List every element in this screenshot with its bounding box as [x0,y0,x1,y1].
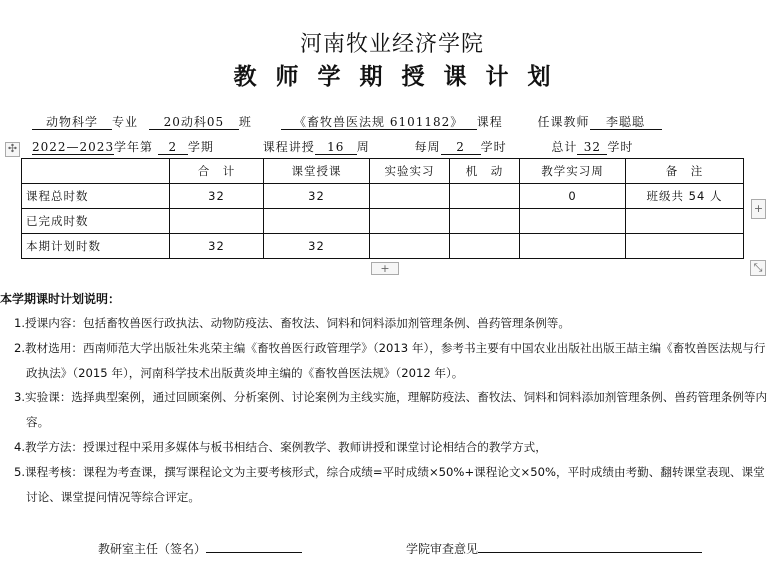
plan-item-text: 2.教材选用：西南师范大学出版社朱兆荣主编《畜牧兽医行政管理学》（2013 年），参考书主要有中国农业出版社出版王喆主编《畜牧兽医法规与行政执法》（2015 年），河南科学技术出版黄炎坤主编的《畜牧兽医法规》（2012 年）。 [14,341,766,380]
plan-item [14,336,776,385]
table-cell[interactable] [450,234,520,259]
table-cell[interactable] [520,209,626,234]
table-header-cell: 教学实习周 [520,159,626,184]
row-label: 课程总时数 [22,184,170,209]
table-cell[interactable] [370,184,450,209]
table-cell[interactable] [520,234,626,259]
director-label: 教研室主任（签名） [98,542,207,556]
lecture-label: 课程讲授 [262,140,315,154]
major-suffix: 专业 [112,115,139,129]
add-row-icon[interactable]: + [371,262,399,275]
table-cell[interactable]: 32 [170,184,264,209]
table-header-cell: 课堂授课 [264,159,370,184]
table-cell[interactable] [450,184,520,209]
table-cell[interactable]: 0 [520,184,626,209]
table-cell[interactable] [370,234,450,259]
major-value: 动物科学 [32,115,112,130]
table-cell[interactable] [626,234,744,259]
course-value: 《畜牧兽医法规 6101182》 [281,115,477,130]
class-value: 20动科05 [149,115,239,130]
plan-item: 4.教学方法：授课过程中采用多媒体与板书相结合、案例教学、教师讲授和课堂讨论相结合的教学方式， [14,440,547,454]
table-header-cell: 机 动 [450,159,520,184]
table-header-cell: 合 计 [170,159,264,184]
institution-title: 河南牧业经济学院 [299,32,484,57]
table-cell[interactable]: 32 [264,234,370,259]
table-move-handle-icon[interactable]: ✣ [5,142,20,157]
director-signature-line[interactable] [206,540,302,553]
year-value: 2022—2023 [32,140,115,154]
table-row [22,234,744,259]
director-signature [98,540,302,557]
table-cell[interactable] [264,209,370,234]
year-suffix: 学年第 [114,140,154,154]
table-cell[interactable] [450,209,520,234]
table-header-cell: 备 注 [626,159,744,184]
college-review-line[interactable] [478,540,702,553]
teacher-label: 任课教师 [537,115,590,129]
semester-value: 2 [158,140,188,155]
weekly-label: 每周 [414,140,441,154]
course-suffix: 课程 [476,115,503,129]
college-label: 学院审查意见 [406,542,479,556]
row-label: 本期计划时数 [22,234,170,259]
plan-item-text: 3.实验课：选择典型案例，通过回顾案例、分析案例、讨论案例为主线实施，理解防疫法、畜牧法、饲料和饲料添加剂管理条例、兽药管理条例等内容。 [14,390,768,429]
total-hours-value: 32 [577,140,607,155]
semester-suffix: 学期 [187,140,214,154]
table-cell[interactable]: 32 [170,234,264,259]
table-row [22,209,744,234]
plan-item [14,385,776,434]
class-suffix: 班 [238,115,252,129]
total-suffix: 学时 [607,140,634,154]
table-cell[interactable] [370,209,450,234]
table-cell[interactable]: 班级共 54 人 [626,184,744,209]
teacher-value: 李聪聪 [590,115,662,130]
add-column-icon[interactable]: + [751,199,766,219]
college-review [406,540,702,557]
table-header-cell: 实验实习 [370,159,450,184]
plan-item [14,460,776,509]
table-header-cell [22,159,170,184]
info-row-course [32,113,662,130]
table-resize-handle-icon[interactable]: ⤡ [750,260,766,276]
row-label: 已完成时数 [22,209,170,234]
plan-item-text: 5.课程考核：课程为考查课，撰写课程论文为主要考核形式，综合成绩=平时成绩×50%+课程论文×50%，平时成绩由考勤、翻转课堂表现、课堂讨论、课堂提问情况等综合评定。 [14,465,765,504]
weeks-suffix: 周 [356,140,370,154]
table-header-row [22,159,744,184]
table-row [22,184,744,209]
hours-table [21,158,744,259]
info-row-schedule [32,138,633,155]
total-label: 总计 [551,140,578,154]
document-title: 教师学期授课计划 [233,63,570,90]
weeks-value: 16 [315,140,357,155]
plan-item: 1.授课内容：包括畜牧兽医行政执法、动物防疫法、畜牧法、饲料和饲料添加剂管理条例、兽药管理条例等。 [14,316,570,330]
table-cell[interactable] [626,209,744,234]
weekly-hours-value: 2 [441,140,481,155]
table-cell[interactable] [170,209,264,234]
weekly-suffix: 学时 [480,140,507,154]
plan-heading: 本学期课时计划说明： [0,292,121,306]
table-cell[interactable]: 32 [264,184,370,209]
